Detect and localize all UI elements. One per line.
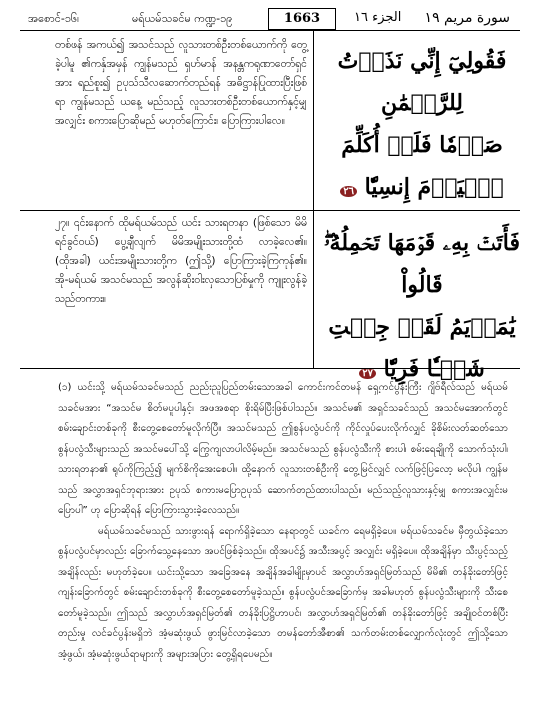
- column-divider: [313, 30, 314, 368]
- juz-label: الجزء ١٦: [354, 10, 402, 25]
- verse-26-number: ٢٦: [340, 186, 357, 197]
- header-rule: [20, 30, 520, 31]
- verse-separator: [20, 210, 520, 211]
- verse-26-translation: တစ်ဖန် အကယ်၍ အသင်သည် လူသားတစ်ဦးတစ်ယောက်ကို တွေ့ခဲ့ပါမူ ၏ကနှ်အမှန် ကျွန်မသည် ရှဟ်မာန် အနန္တကရုဏာတော်ရှင်အား ရည်စူး၍ ဥပုသ်သီလဆောက်တည်ရန် အဓိဋ္ဌာန်ပြုထားပြီးဖြစ်ရာ ကျွန်မသည် ယနေ့ မည်သည့် လူသားတစ်ဦးတစ်ယောက်နှင့်မျှ အလျှင်း စကားပြောဆိုမည် မဟုတ်ကြောင်း၊ ပြောကြားပါလေ။: [55, 39, 307, 127]
- verse-27-arabic-line-1: فَأَتَتۡ بِهِۦ قَوۡمَهَا تَحۡمِلُهُۥۖ قَالُواْ: [324, 230, 520, 298]
- verse-27-translation: ၂၇။ ၎င်းနောက် ထိုမရ်ယမ်သည် ယင်း သားရတနာ (ဖြစ်သော မိမိရင်ခွင်ဝယ်) ပွေ့ချီလျက် မိမိအမျိုးသားတို့ထံ လာခဲ့လေ၏။ (ထိုအခါ) ယင်းအမျိုးသားတို့က (ဤသို့) ပြောကြားခဲ့ကြကုန်၏။ အို-မရ်ယမ် အသင်မသည် အလွန်ဆိုးဝါးလှသောပြစ်မှုကို ကျူးလွန်ခဲ့သည်တကား။: [55, 217, 307, 305]
- verse-26-arabic-line-1: فَقُولِيٓ إِنِّي نَذَرۡتُ لِلرَّحۡمَٰنِ: [337, 48, 507, 116]
- verse-27-number: ٢٧: [359, 368, 376, 379]
- verse-26-arabic-line-2: صَوۡمٗا فَلَنۡ أُكَلِّمَ ٱلۡيَوۡمَ إِنسِيّٗا: [341, 132, 504, 200]
- page-header: [20, 8, 520, 32]
- footnote: [58, 378, 508, 665]
- verse-26-arabic: [322, 40, 522, 213]
- verse-27-arabic: [322, 222, 522, 395]
- verse-27-arabic-line-2: يَٰمَرۡيَمُ لَقَدۡ جِئۡتِ شَيۡـٔٗا فَرِيّٗا: [328, 314, 516, 382]
- chapter-label: အစောင်-၁၆၊: [28, 12, 79, 25]
- footnote-rule: [20, 368, 520, 369]
- surah-label-my: မရ်ယမ်သခင်မ ကဏ္ဍ-၁၉: [132, 12, 233, 25]
- page-number: 1663: [268, 8, 336, 30]
- footnote-paragraph-2: မရ်ယမ်သခင်မသည် သားဖွားရန် ရောက်ရှိခဲ့သော နေရာတွင် ယခင်က ရေမရှိခဲ့ပေ။ မရ်ယမ်သခင်မ မှီတွယ်ခဲ့သော စွန်ပလွံပင်မှာလည်း ခြောက်သွေ့နေသော အပင်ဖြစ်ခဲ့သည်။ ထိုအပင်၌ အသီးအပွင့် အလျှင်း မရှိခဲ့ပေ။ ထိုအချိန်မှာ သီးပွင့်သည့်အချိန်လည်း မဟုတ်ခဲ့ပေ။ ယင်းသို့သော အခြေအနေ အချိန်အခါမျိုးမှာပင် အလွှာဟ်အရှင်မြတ်သည် မိမိ၏ တန်ခိုးတော်ဖြင့် ကျန်းခြောက်တွင် စမ်းချောင်းတစ်ခုကို စီးတွေ့စေတော်မူခဲ့သည်။ စွန်ပလွံပင်အခြောက်မှ အခါမဟုတ် စွန်ပလွံသီးများကို သီးစေတော်မူခဲ့သည်။ ဤသည် အလွှာဟ်အရှင်မြတ်၏ တန်ခိုးပြဋ္ဌိဟာပင်၊ အလွှာဟ်အရှင်မြတ်၏ တန်ခိုးတော်ဖြင့် အချိုဝင်တစ်ပြီးတည်းမှု လင်ခင်ပွန်းမရှိဘဲ အံ့မဆုံးဖွယ် ဖွားမြင်လာခဲ့သော တမန်တော်အီစာ၏ သက်တမ်းတစ်လျှောက်လုံးတွင် ဤသို့သော အံ့ဖွယ်၊ အံ့မဆုံးဖွယ်ရာများကို အများအပြား တွေ့ရှိရပေမည်။: [58, 525, 508, 660]
- footnote-paragraph-1: (၁) ယင်းသို့ မရ်ယမ်သခင်မသည် ညည်းညူပြည်တမ်းသောအခါ ကောင်းကင်တမန် ရှေ့ကင်ပွန်းကြီး ဂျိဗ်ရီလ်သည် မရ်ယမ်သခင်မအား “အသင်မ စိတ်မပူပါနှင့်၊ အဖအစရာ စိုးရိမ်ပြီးဖြစ်ပါသည်။ အသင်မ၏ အရှင်သခင်သည် အသင်မအောက်တွင် စမ်းချောင်းတစ်ခုကို စီးတွေ့စေတော်မူလိုက်ပြီ။ အသင်မသည် ဤစွန်ပလွံပင်ကို ကိုင်လှုပ်ပေးလိုက်လျှင် ခိုစိမ်းလတ်ဆတ်သော စွန်ပလွံသီးများသည် အသင်မပေါ်သို့ ကြွေကျလာပါလိမ့်မည်။ အသင်မသည် စွန်ပလွံသီးကို စားပါ၊ စမ်းရေချိုကို သောက်သုံးပါ၊ သားရတနာ၏ ရုပ်ကိုကြည့်၍ မျက်စိကိုအေးစေပါ။ ထို့နောက် လူသားတစ်ဦးကို တွေ့မြင်လျှင် လက်ဖြင့်ပြလော့ မလိုပါ၊ ကျွန်မသည် အလွှာအရှင်ဘုရားအား ဥပုသ် စကားမပြောဥပုသ် ဆောက်တည်ထားပါသည်။ မည်သည့်လူသားနှင့်မျှ စကားအလျှင်းမပြောပါ” ဟု ပြောဆိုရန် ပြောကြားသွားခဲ့လေသည်။: [58, 382, 508, 516]
- surah-label-ar: سورة مريم ١٩: [424, 10, 510, 26]
